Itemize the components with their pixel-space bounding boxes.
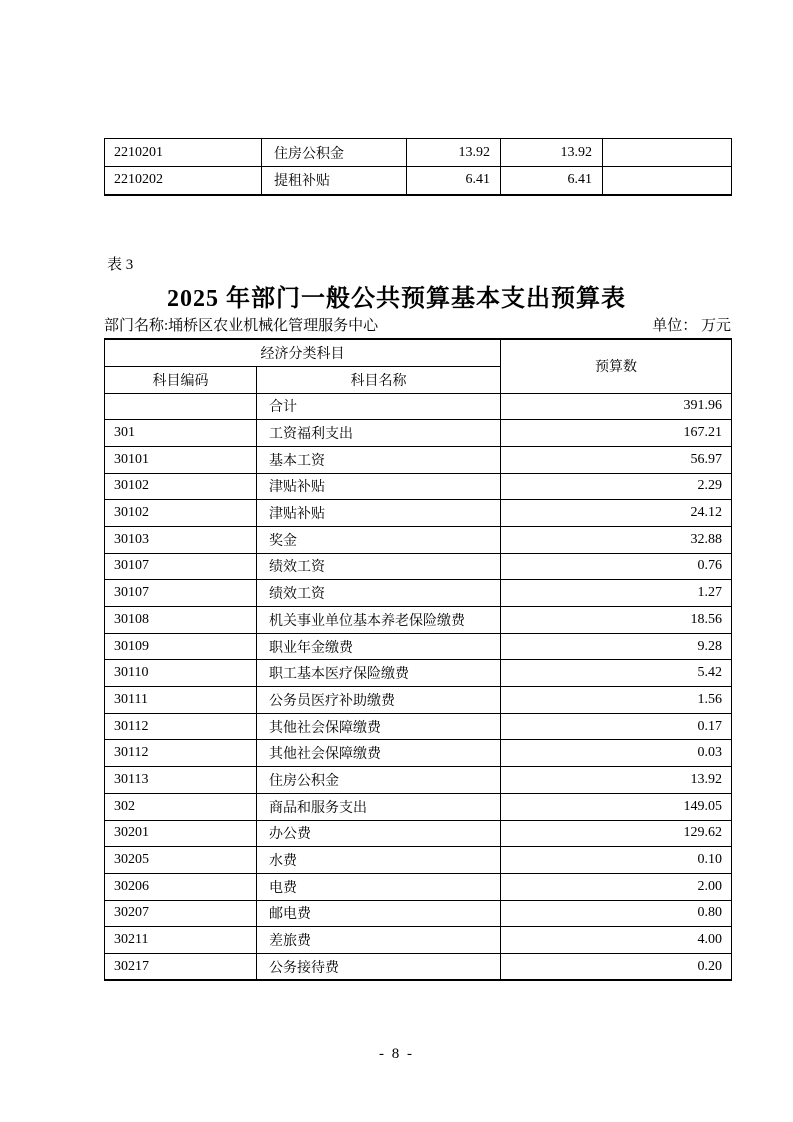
table-row [105, 793, 732, 820]
cell-code: 30207 [105, 900, 257, 927]
cell-name: 津贴补贴 [257, 473, 501, 500]
budget-table-body [105, 393, 732, 980]
cell-code: 30111 [105, 687, 257, 714]
table-row [105, 420, 732, 447]
cell-code: 30107 [105, 553, 257, 580]
cell-name: 邮电费 [257, 900, 501, 927]
table-row [105, 820, 732, 847]
cell-value: 13.92 [501, 767, 732, 794]
cell-value: 0.10 [501, 847, 732, 874]
header-subject-name: 科目名称 [257, 366, 501, 393]
cell-value: 2.00 [501, 873, 732, 900]
cell-code: 2210201 [105, 139, 262, 167]
cell-value: 0.17 [501, 713, 732, 740]
table-label: 表 3 [107, 257, 134, 273]
table-row [105, 580, 732, 607]
cell-name: 电费 [257, 873, 501, 900]
table-row [105, 927, 732, 954]
budget-table-header [105, 339, 732, 393]
cell-name: 住房公积金 [257, 767, 501, 794]
cell-code: 30109 [105, 633, 257, 660]
cell-value: 0.03 [501, 740, 732, 767]
cell-value1: 13.92 [407, 139, 501, 167]
continuation-table [104, 138, 732, 196]
cell-code: 2210202 [105, 167, 262, 195]
table-row [105, 767, 732, 794]
cell-name: 住房公积金 [262, 139, 407, 167]
cell-value2: 6.41 [501, 167, 603, 195]
cell-code: 30113 [105, 767, 257, 794]
table-row [105, 713, 732, 740]
cell-value: 0.76 [501, 553, 732, 580]
page-title: 2025 年部门一般公共预算基本支出预算表 [167, 286, 626, 312]
cell-code: 30201 [105, 820, 257, 847]
table-row [105, 740, 732, 767]
cell-value2: 13.92 [501, 139, 603, 167]
cell-value: 391.96 [501, 393, 732, 420]
cell-value: 129.62 [501, 820, 732, 847]
table-row [105, 446, 732, 473]
cell-code: 30112 [105, 713, 257, 740]
cell-code: 30102 [105, 500, 257, 527]
table-row [105, 633, 732, 660]
cell-code: 302 [105, 793, 257, 820]
cell-name: 水费 [257, 847, 501, 874]
cell-value1: 6.41 [407, 167, 501, 195]
cell-code: 30101 [105, 446, 257, 473]
cell-name: 津贴补贴 [257, 500, 501, 527]
table-row [105, 900, 732, 927]
cell-code [105, 393, 257, 420]
cell-code: 30205 [105, 847, 257, 874]
table-row [105, 553, 732, 580]
cell-name: 奖金 [257, 526, 501, 553]
table-row [105, 500, 732, 527]
page-number: - 8 - [379, 1046, 414, 1062]
cell-name: 商品和服务支出 [257, 793, 501, 820]
header-budget-amount: 预算数 [501, 339, 732, 393]
header-subject-code: 科目编码 [105, 366, 257, 393]
cell-value: 56.97 [501, 446, 732, 473]
table-row [105, 660, 732, 687]
cell-name: 差旅费 [257, 927, 501, 954]
cell-code: 30112 [105, 740, 257, 767]
cell-code: 30217 [105, 953, 257, 980]
cell-name: 机关事业单位基本养老保险缴费 [257, 607, 501, 634]
cell-value: 1.56 [501, 687, 732, 714]
cell-code: 30107 [105, 580, 257, 607]
table-row [105, 139, 732, 167]
cell-name: 工资福利支出 [257, 420, 501, 447]
cell-code: 30110 [105, 660, 257, 687]
table-row [105, 607, 732, 634]
department-name: 部门名称:埇桥区农业机械化管理服务中心 [104, 318, 379, 334]
cell-value: 167.21 [501, 420, 732, 447]
cell-code: 30206 [105, 873, 257, 900]
cell-code: 30102 [105, 473, 257, 500]
cell-name: 绩效工资 [257, 580, 501, 607]
cell-name: 基本工资 [257, 446, 501, 473]
cell-value: 2.29 [501, 473, 732, 500]
cell-value: 24.12 [501, 500, 732, 527]
cell-name: 合计 [257, 393, 501, 420]
continuation-table-body [105, 139, 732, 195]
cell-value: 9.28 [501, 633, 732, 660]
cell-name: 提租补贴 [262, 167, 407, 195]
cell-name: 职业年金缴费 [257, 633, 501, 660]
cell-code: 30103 [105, 526, 257, 553]
cell-name: 办公费 [257, 820, 501, 847]
header-economic-category: 经济分类科目 [105, 339, 501, 366]
table-row [105, 473, 732, 500]
cell-value: 1.27 [501, 580, 732, 607]
cell-code: 30211 [105, 927, 257, 954]
cell-value: 4.00 [501, 927, 732, 954]
table-row [105, 847, 732, 874]
cell-value3 [603, 139, 732, 167]
table-row [105, 393, 732, 420]
cell-value: 0.80 [501, 900, 732, 927]
cell-name: 其他社会保障缴费 [257, 740, 501, 767]
cell-value: 18.56 [501, 607, 732, 634]
cell-name: 绩效工资 [257, 553, 501, 580]
budget-table [104, 338, 732, 981]
cell-value: 149.05 [501, 793, 732, 820]
cell-value: 32.88 [501, 526, 732, 553]
cell-code: 301 [105, 420, 257, 447]
cell-name: 其他社会保障缴费 [257, 713, 501, 740]
cell-value: 0.20 [501, 953, 732, 980]
table-row [105, 167, 732, 195]
cell-name: 公务员医疗补助缴费 [257, 687, 501, 714]
meta-line [104, 314, 731, 335]
cell-name: 职工基本医疗保险缴费 [257, 660, 501, 687]
cell-value: 5.42 [501, 660, 732, 687]
cell-value3 [603, 167, 732, 195]
cell-name: 公务接待费 [257, 953, 501, 980]
cell-code: 30108 [105, 607, 257, 634]
table-row [105, 687, 732, 714]
table-row [105, 526, 732, 553]
table-row [105, 953, 732, 980]
table-row [105, 873, 732, 900]
unit-label: 单位： 万元 [652, 318, 731, 334]
